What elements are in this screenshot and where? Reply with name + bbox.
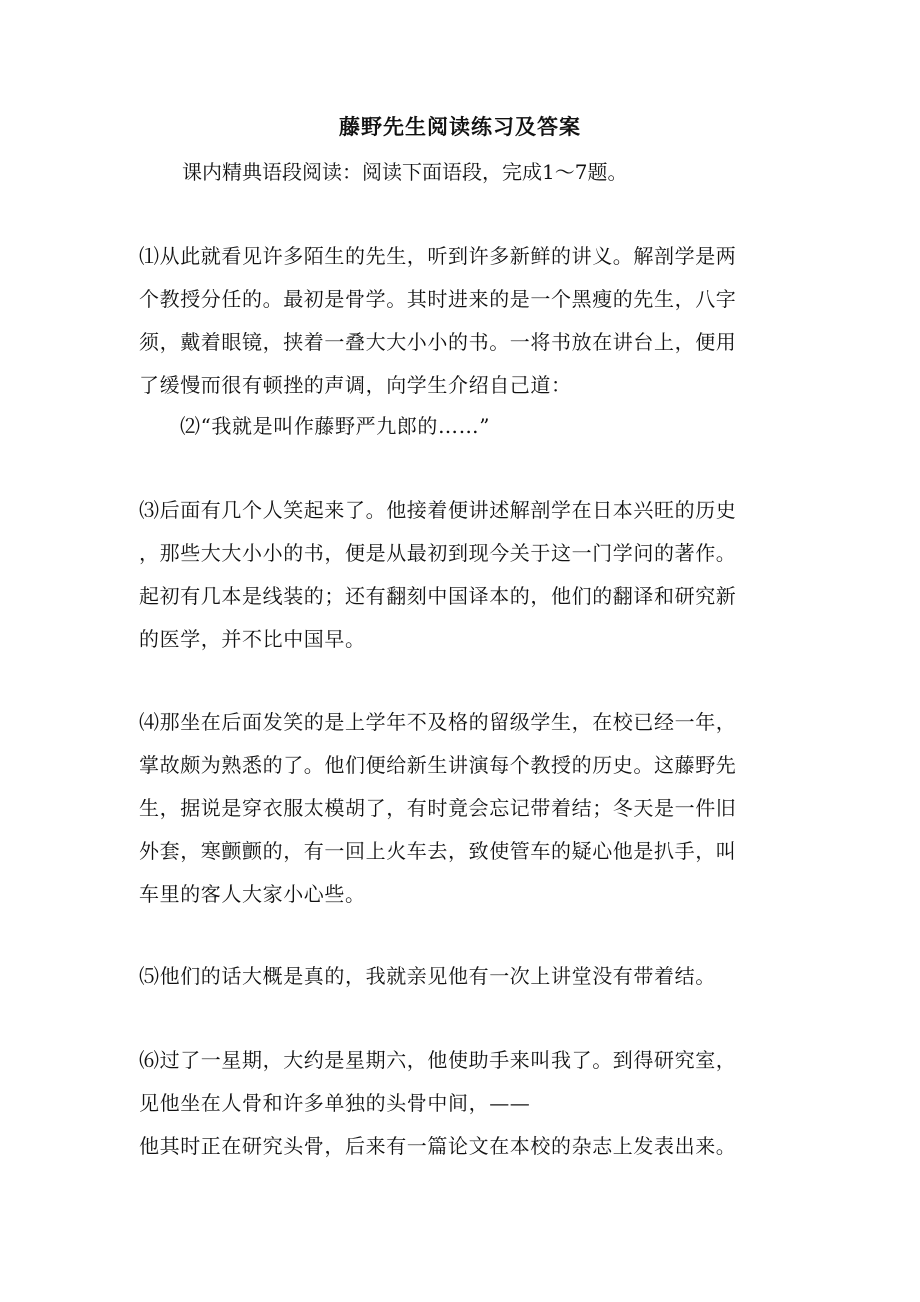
paragraph-line: 起初有几本是线装的；还有翻刻中国译本的，他们的翻译和研究新: [139, 584, 737, 608]
paragraph-line: 见他坐在人骨和许多单独的头骨中间，——: [139, 1091, 531, 1115]
paragraph-line: 个教授分任的。最初是骨学。其时进来的是一个黑瘦的先生，八字: [139, 287, 737, 311]
paragraph-line: ⑷那坐在后面发笑的是上学年不及格的留级学生，在校已经一年，: [139, 710, 737, 734]
paragraph-line: 的医学，并不比中国早。: [139, 627, 366, 651]
document-title: 藤野先生阅读练习及答案: [339, 114, 581, 139]
paragraph-line: ，那些大大小小的书，便是从最初到现今关于这一门学问的著作。: [139, 541, 737, 565]
paragraph-line: 他其时正在研究头骨，后来有一篇论文在本校的杂志上发表出来。: [139, 1134, 737, 1158]
paragraph-line: 外套，寒颤颤的，有一回上火车去，致使管车的疑心他是扒手，叫: [139, 839, 737, 863]
paragraph-line: ⑴从此就看见许多陌生的先生，听到许多新鲜的讲义。解剖学是两: [139, 244, 737, 268]
paragraph-line: 车里的客人大家小心些。: [139, 882, 366, 906]
paragraph-line: 生，据说是穿衣服太模胡了，有时竟会忘记带着结；冬天是一件旧: [139, 796, 737, 820]
paragraph-line: 了缓慢而很有顿挫的声调，向学生介绍自己道：: [139, 373, 572, 397]
paragraph-line: ⑸他们的话大概是真的，我就亲见他有一次上讲堂没有带着结。: [139, 964, 716, 988]
paragraph-line: 须，戴着眼镜，挟着一叠大大小小的书。一将书放在讲台上，便用: [139, 330, 737, 354]
paragraph-line: ⑵“我就是叫作藤野严九郎的……”: [180, 414, 491, 438]
paragraph-line: ⑹过了一星期，大约是星期六，他使助手来叫我了。到得研究室，: [139, 1048, 737, 1072]
paragraph-line: ⑶后面有几个人笑起来了。他接着便讲述解剖学在日本兴旺的历史: [139, 498, 737, 522]
paragraph-line: 掌故颇为熟悉的了。他们便给新生讲演每个教授的历史。这藤野先: [139, 753, 737, 777]
intro-text: 课内精典语段阅读：阅读下面语段，完成1～7题。: [182, 160, 628, 184]
